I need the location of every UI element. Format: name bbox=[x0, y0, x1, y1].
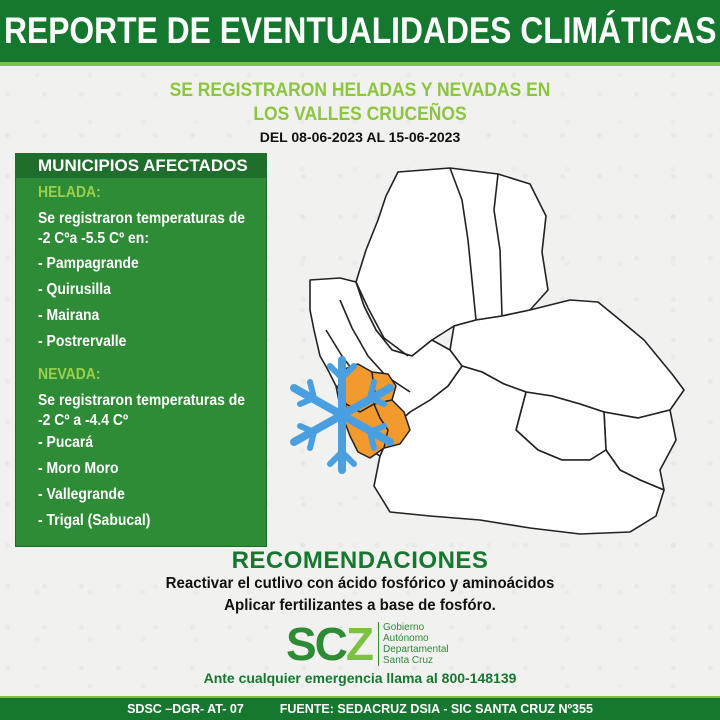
footer-code: SDSC –DGR- AT- 07 bbox=[127, 702, 244, 716]
nevada-item: - Moro Moro bbox=[38, 460, 119, 477]
nevada-item: - Vallegrande bbox=[38, 486, 125, 503]
nevada-text-1: Se registraron temperaturas de bbox=[38, 392, 246, 409]
nevada-text-2: -2 Cº a -4.4 Cº bbox=[38, 412, 129, 429]
emergency-contact: Ante cualquier emergencia llama al 800-148139 bbox=[203, 670, 517, 686]
map-svg bbox=[280, 160, 700, 540]
subtitle-line-2: LOS VALLES CRUCEÑOS bbox=[253, 104, 467, 125]
date-range: DEL 08-06-2023 AL 15-06-2023 bbox=[259, 129, 461, 145]
santa-cruz-map bbox=[280, 160, 700, 540]
affected-municipalities-panel bbox=[16, 154, 266, 546]
recommendations-title: RECOMENDACIONES bbox=[231, 547, 489, 574]
recommendation-line: Aplicar fertilizantes a base de fosfóro. bbox=[224, 597, 496, 614]
nevada-item: - Trigal (Sabucal) bbox=[38, 512, 151, 529]
helada-label: HELADA: bbox=[38, 184, 101, 201]
scz-logo bbox=[286, 620, 449, 668]
page-title: REPORTE DE EVENTUALIDADES CLIMÁTICAS bbox=[3, 10, 717, 51]
logo-letters: SCZ bbox=[286, 618, 373, 670]
helada-text-2: -2 Cºa -5.5 Cº en: bbox=[38, 230, 149, 247]
recommendation-line: Reactivar el cutlivo con ácido fosfórico y aminoácidos bbox=[165, 575, 555, 592]
helada-text-1: Se registraron temperaturas de bbox=[38, 210, 246, 227]
helada-item: - Mairana bbox=[38, 307, 100, 324]
footer-source: FUENTE: SEDACRUZ DSIA - SIC SANTA CRUZ Nº355 bbox=[279, 702, 593, 716]
logo-caption: Gobierno Autónomo Departamental Santa Cruz bbox=[378, 622, 449, 666]
footer-bar bbox=[0, 696, 720, 720]
nevada-item: - Pucará bbox=[38, 434, 94, 451]
subtitle-line-1: SE REGISTRARON HELADAS Y NEVADAS EN bbox=[169, 80, 551, 101]
helada-item: - Pampagrande bbox=[38, 255, 139, 272]
helada-item: - Quirusilla bbox=[38, 281, 111, 298]
header-banner bbox=[0, 0, 720, 66]
nevada-label: NEVADA: bbox=[38, 366, 101, 383]
helada-item: - Postrervalle bbox=[38, 333, 127, 350]
panel-title: MUNICIPIOS AFECTADOS bbox=[16, 154, 266, 178]
